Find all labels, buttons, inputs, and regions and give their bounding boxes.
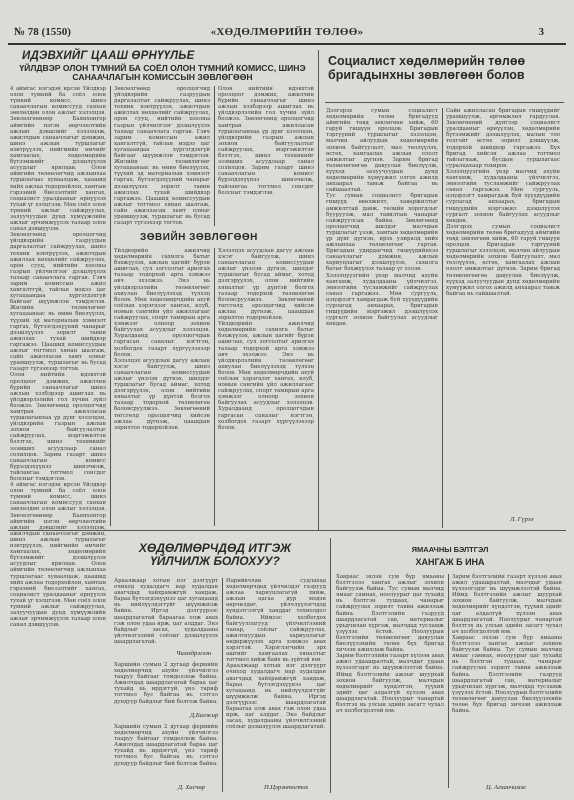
author-signature: Чимэдрэгзэн [176, 650, 212, 657]
article-kicker: ИДЭВХИЙГ ЦААШ ӨРНҮҮЛЬЕ [22, 50, 195, 62]
article-column [10, 86, 106, 629]
author-signature: Л. Гүрээ [510, 516, 534, 523]
article-column [226, 578, 326, 782]
article-text: Хавраас эхлэн сум бүр ямааны бэлтгэлээ хангах ажлыг зохион байгуулж байна. Тус сумын малчид ямааг самнах, ноолуурыг цаг тухайд нь бэлтгэн тушаах, чанарыг сайжруулах зорилт тавин ажиллаж байна. Бэлтгэлийн газрууд шаардлагатай сав, материалыг урьдчилан хүргэж, малчдад тусламж үзүүлэх ёстой. Ноолуурын бэлтгэлийн төлөвлөгөөг давуулан биелүүлэхийн төлөө бүх бригад хичээн ажиллаж байна. [336, 574, 444, 654]
page-number: 3 [538, 26, 544, 38]
column-rule [442, 108, 443, 528]
article-headline: ХӨДӨЛМӨРЧДӨД ИТГЭЖ ҮЙЛЧИЛЖ БОЛОХУУ? [138, 541, 292, 568]
article-text: Араалжаар хотын нэг дэлгүүрт очиход худалдагч нар худалдан авагчдад хайхрамжгүй хандаж, бараа бүтээгдэхүүнээ цаг хугацаанд нь нийлүүлдэггүйг шүүмжилж байна. Иргэд дэлгүүрээс шаардлагатай бараагаа олж авах гэж олон удаа ирж, цаг алддаг. Энэ байдлыг засах, худалдааны үйлчилгээний соёлыг дээшлүүлэх шаардлагатай. [226, 663, 326, 731]
article-column [446, 108, 560, 508]
article-column [114, 86, 210, 226]
header-rule [8, 43, 566, 45]
column-divider [318, 50, 319, 530]
newspaper-name: «ХӨДӨЛМӨРИЙН ТӨЛӨӨ» [210, 26, 364, 38]
article-headline: Социалист хөдөлмөрийн төлөө бригадынхны зөвлөгөөн болов [328, 54, 526, 82]
article-text: Олон нийтийн идэвхтэй оролцоог дэмжих, ажилчин бүрийн санаачлагыг шинэ ажлын хэлбэрээр ашиглах нь үйлдвэрлэлийн гол хүчин зүйл болжээ. Зөвлөгөөнд оролцогчид хамтран ажилласан туршлагынхаа үр дүнг хэлэлцэн, үйлдвэрийн газрын ажлын зохион байгуулалтыг сайжруулах, мэргэжилтэн бэлтгэх, шинэ техникийг эзэмших асуудлаар санал солилцов. Зарим газарт шинэ санаачлагын комисс бүрэлдэхүүнээ шинэчилж, тайлангаа тогтмол сонсдог болсныг тэмдэглэв. [218, 86, 314, 196]
issue-number: № 78 (1550) [14, 26, 71, 38]
column-rule [110, 86, 111, 526]
article-text: Хэлэлцүүлгийн үеэр малчид ахуйн хангамж, худалдааны үйлчилгээ, эмнэлгийн тусламжийг сайжруулах санал гаргажээ. Мөн сургууль, цэцэрлэгт хамрагдаж буй хүүхдүүдийн сурлагад анхаарах, бригадын гишүүдийн мэргэжил дээшлүүлэх сургалт зохион байгуулах асуудлыг хөндөв. [326, 272, 438, 328]
article-text: Зөвлөлгөөнд оролцогчид үйлдвэрийн газруудын даргалалтыг сайжруулах, шинэ техник нэвтрүүлэх, ажилчдын ажиллах нөхцөлийг сайжруулах, орон сууц, нийтийн хоолны газрын үйлчилгээг дээшлүүлэх талаар санаачлага гаргав. Гэвч зарим комиссын ажил хангалтгүй, тайлан мэдээ цаг хугацаандаа хүргэгдэхгүй байгааг шүүмжлэн тэмдэглэв. Жилийн төлөвлөгөөг хугацаанаас нь өмнө биелүүлэх, түүхий эд материалын хэмнэлт гаргах, бүтээгдэхүүний чанарыг дээшлүүлэх зорилт тавин ажиллах тухай шийдвэр гаргажээ. Цаашид комиссуудын ажлыг тогтмол хянан шалгаж, сайн ажилласан хамт олныг урамшуулж, туршлагыг нь бусад газарт түгээхээр тогтов. [10, 232, 106, 373]
article-text: Дэлгэрэх сумын социалист хөдөлмөрийн төлөө бригадууд аймгийн төвд зөвлөгөөн хийж, 60 гаруй гишүүн оролцов. Бригадын тэргүүний туршлагыг хэлэлцэн, малчин айлуудын хөдөлмөрийн зохион байгуулалт, мал төллүүлэх, өсгөх, хамгаалах ажлын ололт амжилтыг дүгнэв. Зарим бригад төлөвлөгөөгөө давуулан биелүүлж, хүүхэд залуучуудын дунд хөдөлмөрийн хүмүүжил олгох ажилд анхаарал тавьж байгаа нь сайшаалтай. [446, 223, 560, 297]
article-text: Хэлэлцэх асуудлын дагуу ажлын хэсэг байгуулж, шинэ санаачлагын комиссуудын ажлыг үнэлэн дүгнэх, шилдэг туршлагыг бусад аймаг, хотод дэлгэрүүлэх, олон нийтийн хяналтыг үр дүнтэй болгох талаар тодорхой төлөвлөгөө боловсруулжээ. Зөвлөгөөний төгсгөлд оролцогчид хийсэн ажлаа дүгнэж, цаашдын зорилтоо тодорхойлов. [114, 357, 210, 431]
author-signature: Д.Балжир [190, 712, 219, 719]
column-rule [214, 248, 215, 526]
article-text: Дэлгэрэх сумын социалист хөдөлмөрийн төлөө бригадууд аймгийн төвд зөвлөгөөн хийж, 60 гаруй гишүүн оролцов. Бригадын тэргүүний туршлагыг хэлэлцэн, малчин айлуудын хөдөлмөрийн зохион байгуулалт, мал төллүүлэх, өсгөх, хамгаалах ажлын ололт амжилтыг дүгнэв. Зарим бригад төлөвлөгөөгөө давуулан биелүүлж, хүүхэд залуучуудын дунд хөдөлмөрийн хүмүүжил олгох ажилд анхаарал тавьж байгаа нь сайшаалтай. [326, 108, 438, 194]
author-signature: П.Цэрэнтогтох [264, 784, 309, 791]
article-column [114, 724, 218, 782]
article-text: Нарийвчлан судлахад хөдөлмөрчдөд үйлчилдэг газрууд ажлаа хариуцлагагүй хийж, ажлын цагаа дур мэдэн өөрчилдөг, үйлчлүүлэгчдэд хүндэтгэлгүй ханддаг тохиолдол байна. Иймээс холбогдох байгууллагууд үйлчилгээний чанар, соёлыг сайжруулах, ажилтнуудын хариуцлагыг өндөржүүлэх арга хэмжээ авах хэрэгтэй. Хэрэглэгчийн эрх ашгийг хамгаалах хяналтыг тогтмол хийж байх нь зүйтэй юм. [226, 578, 326, 664]
article-column [114, 578, 218, 648]
section-divider [325, 102, 564, 103]
article-text: Олон нийтийн идэвхтэй оролцоог дэмжих, ажилчин бүрийн санаачлагыг шинэ ажлын хэлбэрээр ашиглах нь үйлдвэрлэлийн гол хүчин зүйл болжээ. Зөвлөгөөнд оролцогчид хамтран ажилласан туршлагынхаа үр дүнг хэлэлцэн, үйлдвэрийн газрын ажлын зохион байгуулалтыг сайжруулах, мэргэжилтэн бэлтгэх, шинэ техникийг эзэмших асуудлаар санал солилцов. Зарим газарт шинэ санаачлагын комисс бүрэлдэхүүнээ шинэчилж, тайлангаа тогтмол сонсдог болсныг тэмдэглэв. [10, 372, 106, 482]
article-text: Хэлэлцүүлгийн үеэр малчид ахуйн хангамж, худалдааны үйлчилгээ, эмнэлгийн тусламжийг сайжруулах санал гаргажээ. Мөн сургууль, цэцэрлэгт хамрагдаж буй хүүхдүүдийн сурлагад анхаарах, бригадын гишүүдийн мэргэжил дээшлүүлэх сургалт зохион байгуулах асуудлыг хөндөв. [446, 168, 560, 224]
article-headline: ХАНГАЖ Б ИНА [415, 557, 485, 567]
article-text: 4 аймгас нэгэдэн ирсэн Үйлдвэр олон түмний ба соёл олон түмний комисс, шинэ санаачлагын комиссууд саяхан зөвлөлдөн олон ажлыг хэлэлцэв. Зөвлөлгөөнөөр Баянхонгор аймгийн нэгэн өөрчлөлтийн ажлын дэвшлийг хэлэлцэж, ажилчдын санаачлагыг дэмжин, шинэ ажлын туршлагыг нэвтрүүлэх, нийгмийн өмчийг хамгаалах, хөдөлмөрийн бүтээмжийг дээшлүүлэх асуудлыг ярилцав. Олон аймгийн төлөөлөгчид ажлынхаа туршлагаас хуваалцаж, цаашид хийх ажлаа тодорхойлон, хамтын гэрээний биелэлтийг хангах, социалист уралдааныг өрнүүлэх тухай үг хэлцгээв. Мөн соёл олон түмний ажлыг сайжруулах, залуучуудын дунд хүмүүжлийн ажлыг эрчимжүүлэх талаар олон санал дэвшүүлэв. [10, 86, 106, 233]
article-headline: ЗӨВИЙН ЗӨВЛӨГӨӨН [140, 232, 258, 243]
article-text: Үйлдвэрийн ажилчид хөдөлмөрийн сахилга батыг бэхжүүлэх, ажлын цагийг бүрэн ашиглах, сул зогсолтыг арилгах талаар тодорхой арга хэмжээ авч эхэлжээ. Энэ нь үйлдвэрлэлийн төлөвлөгөөг ахиулан биелүүлэхэд түлхэц болов. Мөн хөдөлмөрчдийн ахуй соёлын хэрэгцээг хангах, клуб, номын сангийн үйл ажиллагааг сайжруулах, спорт тамирын арга хэмжээг олноор зохион байгуулах асуудлыг хэлэлцэв. Хуралдаанд оролцогчдын гаргасан саналыг нэгтгэн, холбогдох газарт хүргүүлэхээр болов. [218, 321, 314, 431]
article-column [326, 108, 438, 528]
article-column [114, 248, 210, 526]
article-text: Хавраас эхлэн сум бүр ямааны бэлтгэлээ хангах ажлыг зохион байгуулж байна. Тус сумын малчид ямааг самнах, ноолуурыг цаг тухайд нь бэлтгэн тушаах, чанарыг сайжруулах зорилт тавин ажиллаж байна. Бэлтгэлийн газрууд шаардлагатай сав, материалыг урьдчилан хүргэж, малчдад тусламж үзүүлэх ёстой. Ноолуурын бэлтгэлийн төлөвлөгөөг давуулан биелүүлэхийн төлөө бүх бригад хичээн ажиллаж байна. [452, 634, 562, 715]
article-text: 4 аймгас нэгэдэн ирсэн Үйлдвэр олон түмний ба соёл олон түмний комисс, шинэ санаачлагын комиссууд саяхан зөвлөлдөн олон ажлыг хэлэлцэв. Зөвлөлгөөнөөр Баянхонгор аймгийн нэгэн өөрчлөлтийн ажлын дэвшлийг хэлэлцэж, ажилчдын санаачлагыг дэмжин, шинэ ажлын туршлагыг нэвтрүүлэх, нийгмийн өмчийг хамгаалах, хөдөлмөрийн бүтээмжийг дээшлүүлэх асуудлыг ярилцав. Олон аймгийн төлөөлөгчид ажлынхаа туршлагаас хуваалцаж, цаашид хийх ажлаа тодорхойлон, хамтын гэрээний биелэлтийг хангах, социалист уралдааныг өрнүүлэх тухай үг хэлцгээв. Мөн соёл олон түмний ажлыг сайжруулах, залуучуудын дунд хүмүүжлийн ажлыг эрчимжүүлэх талаар олон санал дэвшүүлэв. [10, 482, 106, 629]
article-text: Тус сумын социалист бригадын гишүүд өвөлжилт, хаваржилтыг амжилттай давж, төлийн хорогдлыг бууруулж, мал тавилтын чанарыг сайжруулсан байна. Зөвлөгөөнд оролцогчид шилдэг малчдын туршлагыг үзэж, хамтын хөдөлмөрийн үр дүнг дүгнэн, ирэх улиралд хийх ажлынхаа төлөвлөгөөг гаргав. Бригадын удирдагчид гишүүдийнхээ санаачлагыг дэмжин, ажлын хариуцлагыг дээшлүүлэх, сахилга батыг бэхжүүлэх талаар үг хэлэв. [326, 193, 438, 273]
column-divider [330, 538, 331, 793]
author-signature: Д. Хасчөр [178, 784, 206, 791]
article-text: Үйлдвэрийн ажилчид хөдөлмөрийн сахилга батыг бэхжүүлэх, ажлын цагийг бүрэн ашиглах, сул зогсолтыг арилгах талаар тодорхой арга хэмжээ авч эхэлжээ. Энэ нь үйлдвэрлэлийн төлөвлөгөөг ахиулан биелүүлэхэд түлхэц болов. Мөн хөдөлмөрчдийн ахуй соёлын хэрэгцээг хангах, клуб, номын сангийн үйл ажиллагааг сайжруулах, спорт тамирын арга хэмжээг олноор зохион байгуулах асуудлыг хэлэлцэв. Хуралдаанд оролцогчдын гаргасан саналыг нэгтгэн, холбогдох газарт хүргүүлэхээр болов. [114, 248, 210, 358]
article-text: Харшийн сумын 2 дугаар фермийн хөдөлмөрчид ахуйн үйлчилгээ тааруу байгааг гомдоллож байна. Ажилчдад шаардлагатай бараа цаг тухайд нь ирдэггүй, үнэ тариф тогтмол бус байгаа нь сэтгэл дундуур байдлыг бий болгож байна. [114, 662, 218, 705]
article-headline: ҮЙЛДВЭР ОЛОН ТҮМНИЙ БА СОЁЛ ОЛОН ТҮМНИЙ КОМИСС, ШИНЭ САНААЧЛАГЫН КОМИССЫН ЗӨВЛӨГӨӨН [19, 63, 306, 83]
article-column [336, 574, 444, 788]
article-kicker: ЯМААЧНЫ БЭЛТГЭЛ [411, 545, 489, 554]
article-text: Араалжаар хотын нэг дэлгүүрт очиход худалдагч нар худалдан авагчдад хайхрамжгүй хандаж, бараа бүтээгдэхүүнээ цаг хугацаанд нь нийлүүлдэггүйг шүүмжилж байна. Иргэд дэлгүүрээс шаардлагатай бараагаа олж авах гэж олон удаа ирж, цаг алддаг. Энэ байдлыг засах, худалдааны үйлчилгээний соёлыг дээшлүүлэх шаардлагатай. [114, 578, 218, 645]
article-text: Хэлэлцэх асуудлын дагуу ажлын хэсэг байгуулж, шинэ санаачлагын комиссуудын ажлыг үнэлэн дүгнэх, шилдэг туршлагыг бусад аймаг, хотод дэлгэрүүлэх, олон нийтийн хяналтыг үр дүнтэй болгох талаар тодорхой төлөвлөгөө боловсруулжээ. Зөвлөгөөний төгсгөлд оролцогчид хийсэн ажлаа дүгнэж, цаашдын зорилтоо тодорхойлов. [218, 248, 314, 322]
article-text: Зарим бэлтгэлийн газарт хүлээн авах ажил удаашралтай, малчдыг удаан хүлээлгэдэг нь шүүмжлэлтэй байна. Иймд бэлтгэлийн ажлыг шуурхай зохион байгуулж, малчдын хөдөлмөрийг хүндэтгэн, түүхий эдийг цаг алдалгүй хүлээн авах шаардлагатай. Ноолуурыг чанартай бэлтгэх нь улсын эдийн засагт чухал ач холбогдолтой юм. [452, 574, 562, 635]
column-rule [448, 574, 449, 788]
author-signature: Ц. Алханчимэс [486, 784, 527, 791]
page-header [8, 26, 566, 40]
article-column [114, 662, 218, 710]
column-rule [222, 578, 223, 792]
article-column [218, 86, 314, 226]
article-text: Зөвлөлгөөнд оролцогчид үйлдвэрийн газруудын даргалалтыг сайжруулах, шинэ техник нэвтрүүлэх, ажилчдын ажиллах нөхцөлийг сайжруулах, орон сууц, нийтийн хоолны газрын үйлчилгээг дээшлүүлэх талаар санаачлага гаргав. Гэвч зарим комиссын ажил хангалтгүй, тайлан мэдээ цаг хугацаандаа хүргэгдэхгүй байгааг шүүмжлэн тэмдэглэв. Жилийн төлөвлөгөөг хугацаанаас нь өмнө биелүүлэх, түүхий эд материалын хэмнэлт гаргах, бүтээгдэхүүний чанарыг дээшлүүлэх зорилт тавин ажиллах тухай шийдвэр гаргажээ. Цаашид комиссуудын ажлыг тогтмол хянан шалгаж, сайн ажилласан хамт олныг урамшуулж, туршлагыг нь бусад газарт түгээхээр тогтов. [114, 86, 210, 227]
article-text: Сайн ажилласан бригадын гишүүдийг урамшуулж, өргөмжлөл гардуулав. Зөвлөгөөний дүнгээр социалист уралдааныг өрнүүлэн, хөдөлмөрийн бүтээмжийг дээшлүүлэх, малын тоо толгойг өсгөх зорилт дэвшүүлж, тодорхой шийдвэр гаргажээ. Бүх бригад хийсэн ажлаа тогтмол тайлагнаж, бусдын туршлагаас суралцахаар тохиров. [446, 108, 560, 169]
article-text: Зарим бэлтгэлийн газарт хүлээн авах ажил удаашралтай, малчдыг удаан хүлээлгэдэг нь шүүмжлэлтэй байна. Иймд бэлтгэлийн ажлыг шуурхай зохион байгуулж, малчдын хөдөлмөрийг хүндэтгэн, түүхий эдийг цаг алдалгүй хүлээн авах шаардлагатай. Ноолуурыг чанартай бэлтгэх нь улсын эдийн засагт чухал ач холбогдолтой юм. [336, 653, 444, 715]
article-text: Харшийн сумын 2 дугаар фермийн хөдөлмөрчид ахуйн үйлчилгээ тааруу байгааг гомдоллож байна. Ажилчдад шаардлагатай бараа цаг тухайд нь ирдэггүй, үнэ тариф тогтмол бус байгаа нь сэтгэл дундуур байдлыг бий болгож байна. [114, 724, 218, 767]
article-column [218, 248, 314, 526]
column-rule [214, 86, 215, 226]
article-column [452, 574, 562, 780]
